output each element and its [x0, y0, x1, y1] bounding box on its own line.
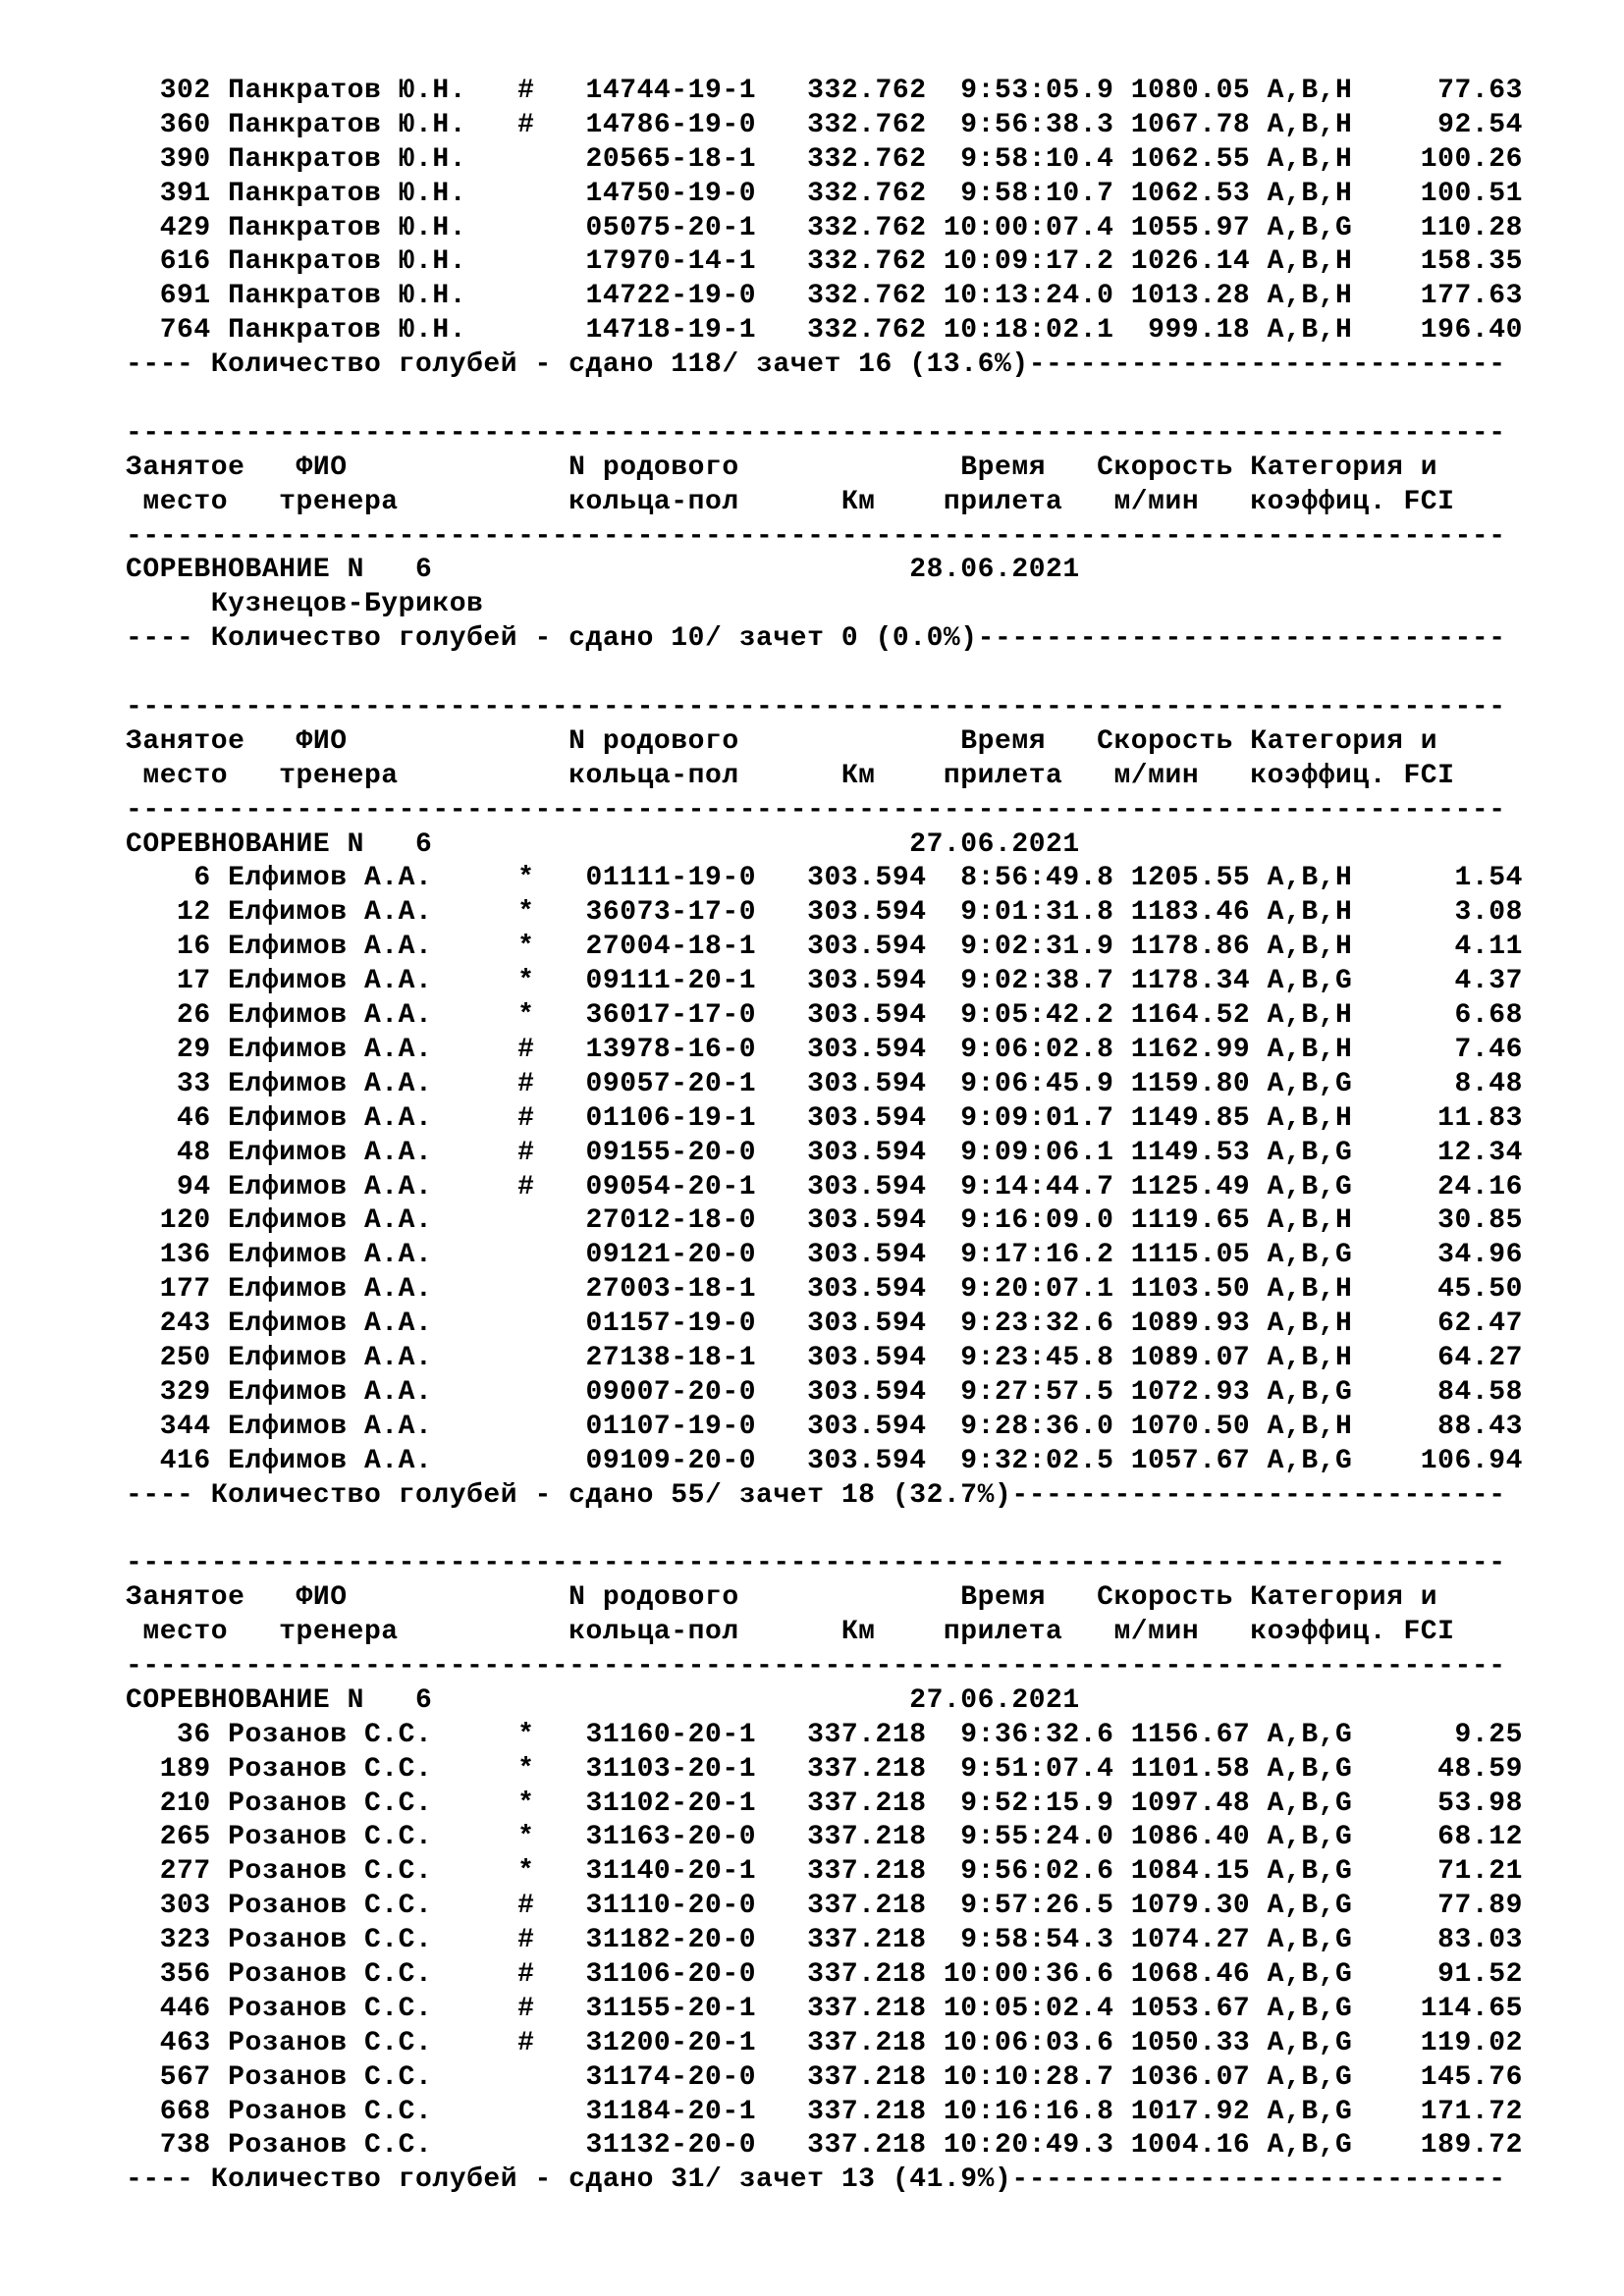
separator-line: --------------------------------------------------------------------------------- [126, 520, 1506, 552]
results-document [126, 75, 1598, 2198]
separator-line: --------------------------------------------------------------------------------- [126, 1548, 1506, 1579]
column-header: место тренера кольца-пол Км прилета м/мин коэффиц. FCI [126, 1617, 1455, 1648]
result-row: 136 Елфимов А.А. 09121-20-0 303.594 9:17:16.2 1115.05 A,B,G 34.96 [126, 1240, 1523, 1271]
separator-line: --------------------------------------------------------------------------------- [126, 692, 1506, 723]
result-row: 360 Панкратов Ю.Н. # 14786-19-0 332.762 9:56:38.3 1067.78 A,B,H 92.54 [126, 109, 1523, 140]
result-row: 12 Елфимов А.А. * 36073-17-0 303.594 9:01:31.8 1183.46 A,B,H 3.08 [126, 897, 1523, 929]
result-row: 764 Панкратов Ю.Н. 14718-19-1 332.762 10:18:02.1 999.18 A,B,H 196.40 [126, 315, 1523, 347]
result-row: 265 Розанов С.С. * 31163-20-0 337.218 9:55:24.0 1086.40 A,B,G 68.12 [126, 1822, 1523, 1853]
result-row: 277 Розанов С.С. * 31140-20-1 337.218 9:56:02.6 1084.15 A,B,G 71.21 [126, 1856, 1523, 1888]
result-row: 16 Елфимов А.А. * 27004-18-1 303.594 9:02:31.9 1178.86 A,B,H 4.11 [126, 932, 1523, 963]
competition-header: СОРЕВНОВАНИЕ N 6 27.06.2021 [126, 828, 1080, 860]
separator-line: --------------------------------------------------------------------------------- [126, 1650, 1506, 1682]
result-row: 36 Розанов С.С. * 31160-20-1 337.218 9:36:32.6 1156.67 A,B,G 9.25 [126, 1719, 1523, 1750]
result-row: 616 Панкратов Ю.Н. 17970-14-1 332.762 10:09:17.2 1026.14 A,B,H 158.35 [126, 246, 1523, 278]
blank-line [126, 383, 1598, 417]
column-header: место тренера кольца-пол Км прилета м/мин коэффиц. FCI [126, 486, 1455, 517]
result-row: 6 Елфимов А.А. * 01111-19-0 303.594 8:56:49.8 1205.55 A,B,H 1.54 [126, 863, 1523, 894]
result-row: 189 Розанов С.С. * 31103-20-1 337.218 9:51:07.4 1101.58 A,B,G 48.59 [126, 1753, 1523, 1785]
result-row: 17 Елфимов А.А. * 09111-20-1 303.594 9:02:38.7 1178.34 A,B,G 4.37 [126, 966, 1523, 997]
result-row: 391 Панкратов Ю.Н. 14750-19-0 332.762 9:58:10.7 1062.53 A,B,H 100.51 [126, 178, 1523, 209]
pigeon-count-summary: ---- Количество голубей - сдано 10/ зачет 0 (0.0%)------------------------------- [126, 623, 1506, 655]
pigeon-count-summary: ---- Количество голубей - сдано 31/ зачет 13 (41.9%)----------------------------- [126, 2164, 1506, 2196]
competition-header: СОРЕВНОВАНИЕ N 6 28.06.2021 [126, 555, 1080, 586]
result-row: 120 Елфимов А.А. 27012-18-0 303.594 9:16:09.0 1119.65 A,B,H 30.85 [126, 1205, 1523, 1237]
result-row: 210 Розанов С.С. * 31102-20-1 337.218 9:52:15.9 1097.48 A,B,G 53.98 [126, 1788, 1523, 1819]
blank-line [126, 657, 1598, 691]
result-row: 446 Розанов С.С. # 31155-20-1 337.218 10:05:02.4 1053.67 A,B,G 114.65 [126, 1993, 1523, 2024]
result-row: 250 Елфимов А.А. 27138-18-1 303.594 9:23:45.8 1089.07 A,B,H 64.27 [126, 1342, 1523, 1373]
result-row: 416 Елфимов А.А. 09109-20-0 303.594 9:32:02.5 1057.67 A,B,G 106.94 [126, 1445, 1523, 1476]
column-header: Занятое ФИО N родового Время Скорость Категория и [126, 725, 1438, 757]
result-row: 302 Панкратов Ю.Н. # 14744-19-1 332.762 9:53:05.9 1080.05 A,B,H 77.63 [126, 76, 1523, 106]
result-row: 243 Елфимов А.А. 01157-19-0 303.594 9:23:32.6 1089.93 A,B,H 62.47 [126, 1308, 1523, 1340]
result-row: 33 Елфимов А.А. # 09057-20-1 303.594 9:06:45.9 1159.80 A,B,G 8.48 [126, 1068, 1523, 1099]
separator-line: --------------------------------------------------------------------------------- [126, 794, 1506, 826]
result-row: 303 Розанов С.С. # 31110-20-0 337.218 9:57:26.5 1079.30 A,B,G 77.89 [126, 1891, 1523, 1922]
result-row: 46 Елфимов А.А. # 01106-19-1 303.594 9:09:01.7 1149.85 A,B,H 11.83 [126, 1102, 1523, 1134]
result-row: 177 Елфимов А.А. 27003-18-1 303.594 9:20:07.1 1103.50 A,B,H 45.50 [126, 1274, 1523, 1306]
column-header: место тренера кольца-пол Км прилета м/мин коэффиц. FCI [126, 760, 1455, 791]
result-row: 329 Елфимов А.А. 09007-20-0 303.594 9:27:57.5 1072.93 A,B,G 84.58 [126, 1376, 1523, 1408]
result-row: 738 Розанов С.С. 31132-20-0 337.218 10:20:49.3 1004.16 A,B,G 189.72 [126, 2130, 1523, 2162]
result-row: 344 Елфимов А.А. 01107-19-0 303.594 9:28:36.0 1070.50 A,B,H 88.43 [126, 1411, 1523, 1442]
result-row: 668 Розанов С.С. 31184-20-1 337.218 10:16:16.8 1017.92 A,B,G 171.72 [126, 2096, 1523, 2127]
result-row: 323 Розанов С.С. # 31182-20-0 337.218 9:58:54.3 1074.27 A,B,G 83.03 [126, 1925, 1523, 1956]
result-row: 390 Панкратов Ю.Н. 20565-18-1 332.762 9:58:10.4 1062.55 A,B,H 100.26 [126, 143, 1523, 175]
pigeon-count-summary: ---- Количество голубей - сдано 55/ зачет 18 (32.7%)----------------------------- [126, 1479, 1506, 1511]
result-row: 356 Розанов С.С. # 31106-20-0 337.218 10:00:36.6 1068.46 A,B,G 91.52 [126, 1958, 1523, 1990]
blank-line [126, 1513, 1598, 1547]
pigeon-count-summary: ---- Количество голубей - сдано 118/ зачет 16 (13.6%)---------------------------- [126, 349, 1506, 381]
column-header: Занятое ФИО N родового Время Скорость Категория и [126, 1582, 1438, 1614]
result-row: 463 Розанов С.С. # 31200-20-1 337.218 10:06:03.6 1050.33 A,B,G 119.02 [126, 2027, 1523, 2058]
result-row: 429 Панкратов Ю.Н. 05075-20-1 332.762 10:00:07.4 1055.97 A,B,G 110.28 [126, 212, 1523, 243]
result-row: 29 Елфимов А.А. # 13978-16-0 303.594 9:06:02.8 1162.99 A,B,H 7.46 [126, 1034, 1523, 1065]
result-row: 567 Розанов С.С. 31174-20-0 337.218 10:10:28.7 1036.07 A,B,G 145.76 [126, 2061, 1523, 2093]
competition-header: СОРЕВНОВАНИЕ N 6 27.06.2021 [126, 1684, 1080, 1716]
result-row: 26 Елфимов А.А. * 36017-17-0 303.594 9:05:42.2 1164.52 A,B,H 6.68 [126, 1000, 1523, 1032]
column-header: Занятое ФИО N родового Время Скорость Категория и [126, 452, 1438, 483]
text-line: Кузнецов-Буриков [126, 589, 484, 620]
result-row: 48 Елфимов А.А. # 09155-20-0 303.594 9:09:06.1 1149.53 A,B,G 12.34 [126, 1137, 1523, 1168]
result-row: 94 Елфимов А.А. # 09054-20-1 303.594 9:14:44.7 1125.49 A,B,G 24.16 [126, 1171, 1523, 1202]
separator-line: --------------------------------------------------------------------------------- [126, 417, 1506, 449]
result-row: 691 Панкратов Ю.Н. 14722-19-0 332.762 10:13:24.0 1013.28 A,B,H 177.63 [126, 281, 1523, 312]
